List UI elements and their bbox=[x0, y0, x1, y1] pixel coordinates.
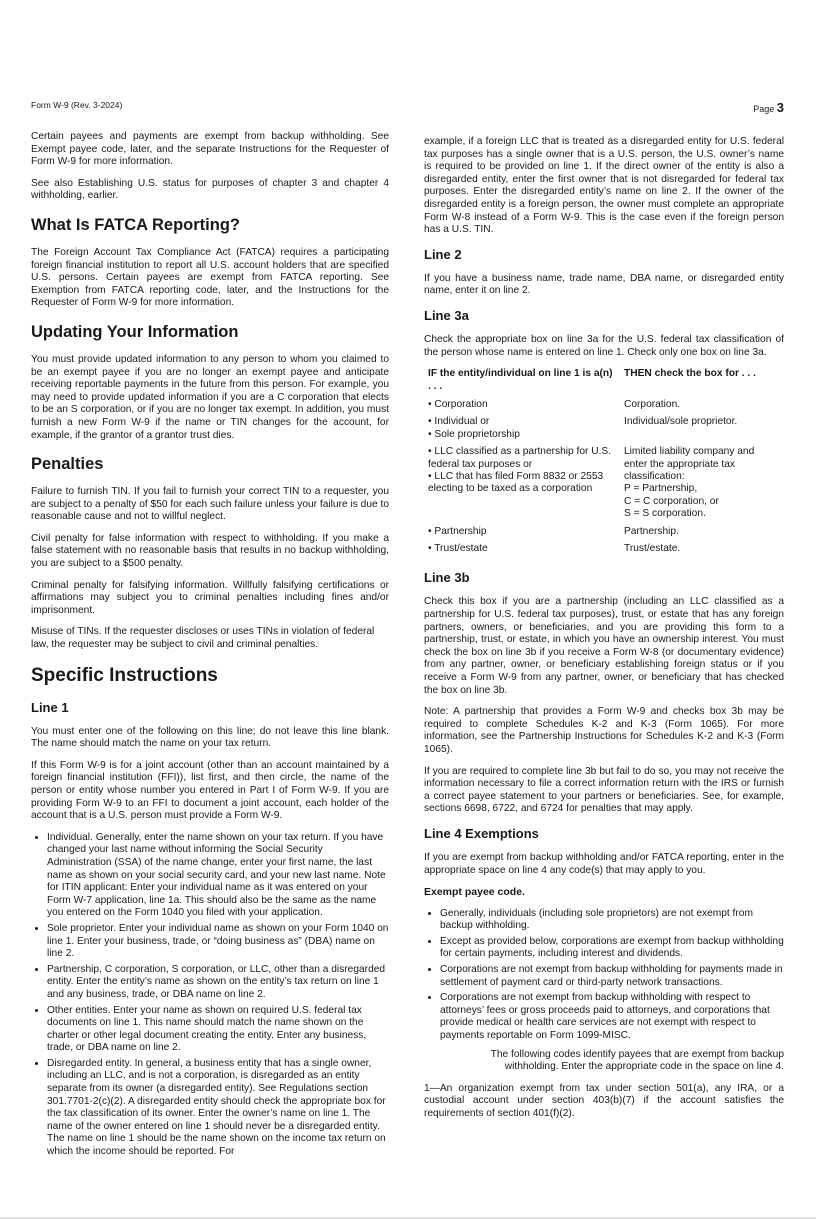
list-item: • Corporations are not exempt from backup withholding for payments made in settlement of payment card or third-party network transactions. bbox=[440, 964, 784, 989]
table-row bbox=[424, 543, 784, 560]
table-cell: Limited liability company and enter the appropriate tax classification: P = Partnership, C = C corporation, or S = S corporation. bbox=[624, 446, 755, 520]
heading-line-4: Line 4 Exemptions bbox=[424, 825, 539, 841]
left-column bbox=[31, 131, 389, 1162]
paragraph: The Foreign Account Tax Compliance Act (FATCA) requires a participating foreign financial institution to report all U.S. account holders that are specified U.S. persons. Certain payees are exempt from FATCA reporting. See Exemption from FATCA reporting code, later, and the Instructions for the Requester of Form W-9 for more information. bbox=[31, 246, 389, 309]
table-row bbox=[424, 399, 784, 416]
paragraph: Certain payees and payments are exempt from backup withholding. See Exempt payee code, later, and the separate Instructions for the Requester of Form W-9 for more information. bbox=[31, 131, 389, 168]
page-number-value: 3 bbox=[776, 100, 784, 115]
line-1-list bbox=[31, 832, 389, 1159]
page-number bbox=[753, 100, 784, 115]
heading-penalties: Penalties bbox=[31, 455, 104, 474]
codes-intro: The following codes identify payees that are exempt from backup withholding. Enter the appropriate code in the space on line 4. bbox=[490, 1048, 784, 1073]
list-item: • Except as provided below, corporations are exempt from backup withholding for certain payments, including interest and dividends. bbox=[440, 936, 784, 961]
table-header: THEN check the box for . . . bbox=[624, 368, 756, 380]
paragraph: If this Form W-9 is for a joint account (other than an account maintained by a foreign financial institution (FFI)), list first, and then circle, the name of the person or entity whose number you entered in Part I of Form W-9. If you are providing Form W-9 to an FFI to document a joint account, each holder of the account that is a U.S. person must provide a Form W-9. bbox=[31, 759, 389, 822]
paragraph: Criminal penalty for falsifying information. Willfully falsifying certifications or affirmations may subject you to criminal penalties including fines and/or imprisonment. bbox=[31, 579, 389, 616]
paragraph: Check this box if you are a partnership (including an LLC classified as a partnership for U.S. federal tax purposes), trust, or estate that has any foreign partners, owners, or beneficiaries, and you are providing this form to a partnership, trust, or estate, in which you have an ownership interest. You must check the box on line 3b if you receive a Form W-8 (or documentary evidence) from any partner, owner, or beneficiary establishing foreign status or if you receive a Form W-9 from any partner, owner, or beneficiary that has checked the box on line 3b. bbox=[424, 596, 784, 696]
classification-table bbox=[424, 368, 784, 560]
form-identifier: Form W-9 (Rev. 3-2024) bbox=[31, 100, 123, 110]
table-header-row bbox=[424, 368, 784, 399]
table-header: IF the entity/individual on line 1 is a(n) . . . bbox=[428, 368, 613, 392]
paragraph: Civil penalty for false information with respect to withholding. If you make a false statement with no reasonable basis that results in no backup withholding, you are subject to a $500 penalty. bbox=[31, 532, 389, 570]
table-cell: • LLC classified as a partnership for U.S. federal tax purposes or • LLC that has filed Form 8832 or 2553 electing to be taxed as a corporation bbox=[428, 446, 612, 495]
paragraph: Note: A partnership that provides a Form W-9 and checks box 3b may be required to complete Schedules K-2 and K-3 (Form 1065). For more information, see the Partnership Instructions for Schedules K-2 and K-3 (Form 1065). bbox=[424, 706, 784, 755]
right-column bbox=[424, 136, 784, 1130]
list-item: • Generally, individuals (including sole proprietors) are not exempt from backup withholding. bbox=[440, 908, 784, 933]
heading-line-3a: Line 3a bbox=[424, 307, 469, 323]
list-item: • Other entities. Enter your name as shown on required U.S. federal tax documents on line 1. This name should match the name shown on the charter or other legal document creating the entity. Enter any business, trade, or DBA name on line 2. bbox=[47, 1005, 389, 1055]
table-cell: Trust/estate. bbox=[624, 543, 681, 554]
table-row bbox=[424, 416, 784, 446]
paragraph: 1—An organization exempt from tax under section 501(a), any IRA, or a custodial account under section 403(b)(7) if the account satisfies the requirements of section 401(f)(2). bbox=[424, 1082, 784, 1119]
paragraph: You must enter one of the following on this line; do not leave this line blank. The name should match the name on your tax return. bbox=[31, 725, 389, 750]
table-cell: • Partnership bbox=[428, 525, 487, 537]
paragraph: See also Establishing U.S. status for purposes of chapter 3 and chapter 4 withholding, earlier. bbox=[31, 177, 389, 202]
paragraph: If you have a business name, trade name, DBA name, or disregarded entity name, enter it on line 2. bbox=[424, 272, 784, 297]
table-cell: • Individual or • Sole proprietorship bbox=[428, 416, 520, 440]
paragraph: If you are required to complete line 3b but fail to do so, you may not receive the information necessary to file a correct information return with the IRS or furnish a correct payee statement to your partners or beneficiaries. See, for example, sections 6698, 6722, and 6724 for penalties that may apply. bbox=[424, 765, 784, 815]
heading-line-2: Line 2 bbox=[424, 246, 462, 262]
heading-line-3b: Line 3b bbox=[424, 570, 470, 586]
page-prefix: Page bbox=[753, 104, 777, 114]
paragraph: You must provide updated information to any person to whom you claimed to be an exempt payee if you are no longer an exempt payee and anticipate receiving reportable payments in the future from this person. For example, you may need to provide updated information if you are a C corporation that elects to be an S corporation, or if you are no longer tax exempt. In addition, you must furnish a new Form W-9 if the name or TIN changes for the account, for example, if the grantor of a grantor trust dies. bbox=[31, 353, 389, 441]
paragraph: If you are exempt from backup withholding and/or FATCA reporting, enter in the appropriate space on line 4 any code(s) that may apply to you. bbox=[424, 851, 784, 876]
list-item: • Disregarded entity. In general, a business entity that has a single owner, including an LLC, and is not a corporation, is disregarded as an entity separate from its owner (a disregarded entity). See Regulations section 301.7701-2(c)(2). A disregarded entity should check the appropriate box for the tax classification of its owner. Enter the owner’s name on line 1. The name of the owner entered on line 1 should never be a disregarded entity. The name on line 1 should be the name shown on the income tax return on which the income should be reported. For bbox=[47, 1058, 389, 1159]
paragraph: Misuse of TINs. If the requester discloses or uses TINs in violation of federal law, the requester may be subject to civil and criminal penalties. bbox=[31, 626, 375, 651]
list-item: • Individual. Generally, enter the name shown on your tax return. If you have changed your last name without informing the Social Security Administration (SSA) of the name change, enter your first name, the last name as shown on your social security card, and your new last name. Note for ITIN applicant: Enter your individual name as it was entered on your Form W-7 application, line 1a. This should also be the same as the name you entered on the Form 1040 you filed with your application. bbox=[47, 832, 389, 920]
heading-fatca: What Is FATCA Reporting? bbox=[31, 215, 240, 234]
table-row bbox=[424, 526, 784, 543]
table-cell: Individual/sole proprietor. bbox=[624, 416, 738, 428]
list-item: • Partnership, C corporation, S corporation, or LLC, other than a disregarded entity. Enter the entity’s name as shown on the entity’s tax return on line 1 and any business, trade, or DBA name on line 2. bbox=[47, 964, 389, 1002]
table-cell: • Corporation bbox=[428, 398, 488, 410]
list-item: • Sole proprietor. Enter your individual name as shown on your Form 1040 on line 1. Enter your business, trade, or “doing business as” (DBA) name on line 2. bbox=[47, 923, 389, 961]
table-cell: Partnership. bbox=[624, 525, 679, 537]
heading-line-1: Line 1 bbox=[31, 699, 69, 715]
paragraph: Failure to furnish TIN. If you fail to furnish your correct TIN to a requester, you are subject to a penalty of $50 for each such failure unless your failure is due to reasonable cause and not to willful neglect. bbox=[31, 486, 389, 523]
paragraph: example, if a foreign LLC that is treated as a disregarded entity for U.S. federal tax purposes has a single owner that is a U.S. person, the U.S. owner’s name is required to be provided on line 1. If the direct owner of the entity is also a disregarded entity, enter the first owner that is not disregarded for federal tax purposes. Enter the disregarded entity’s name on line 2. If the owner of the disregarded entity is a foreign person, the owner must complete an appropriate Form W-8 instead of a Form W-9. This is the case even if the foreign person has a U.S. TIN. bbox=[424, 136, 784, 236]
heading-specific-instructions: Specific Instructions bbox=[31, 664, 218, 686]
exempt-payee-list bbox=[424, 908, 784, 1043]
heading-updating: Updating Your Information bbox=[31, 322, 239, 341]
table-row bbox=[424, 446, 784, 525]
table-cell: • Trust/estate bbox=[428, 543, 488, 554]
heading-exempt-payee-code: Exempt payee code. bbox=[424, 886, 525, 899]
list-item: • Corporations are not exempt from backup withholding with respect to attorneys’ fees or gross proceeds paid to attorneys, and corporations that provide medical or health care services are not exempt with respect to payments reportable on Form 1099-MISC. bbox=[440, 992, 784, 1042]
paragraph: Check the appropriate box on line 3a for the U.S. federal tax classification of the person whose name is entered on line 1. Check only one box on line 3a. bbox=[424, 333, 784, 358]
table-cell: Corporation. bbox=[624, 398, 681, 410]
